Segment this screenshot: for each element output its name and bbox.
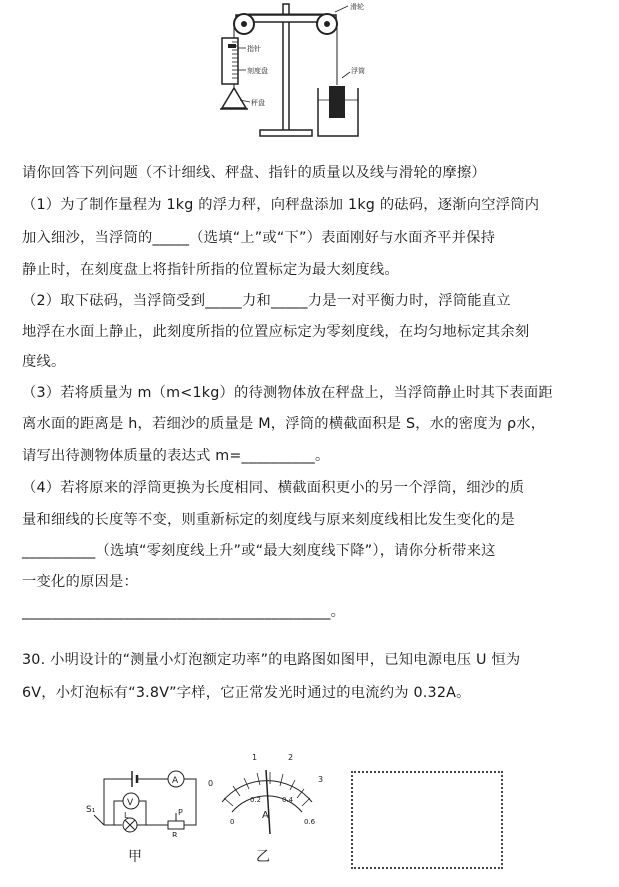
circuit-diagram: [84, 765, 209, 837]
float-tube: [329, 86, 345, 118]
dial-bottom-0: 0: [230, 818, 235, 826]
dial-bottom-02: 0.2: [250, 796, 262, 804]
lamp-label: L: [124, 811, 129, 820]
pointer: [228, 44, 236, 48]
stand-base: [260, 130, 312, 136]
q29-line-13: 一变化的原因是：: [22, 574, 138, 590]
q29-line-1: （1）为了制作量程为 1kg 的浮力秤，向秤盘添加 1kg 的砝码，逐渐向空浮筒内: [22, 197, 540, 213]
q29-line-12: __________（选填“零刻度线上升”或“最大刻度线下降”），请你分析带来这: [22, 543, 496, 559]
dial-unit: A: [262, 810, 269, 821]
stand-pole: [283, 4, 289, 132]
q29-line-11: 量和细线的长度等不变，则重新标定的刻度线与原来刻度线相比发生变化的是: [22, 512, 515, 528]
buoyancy-scale-figure: [200, 0, 440, 148]
q29-line-8: 离水面的距离是 h，若细沙的质量是 M，浮筒的横截面积是 S，水的密度为 ρ水，: [22, 416, 546, 432]
q29-line-10: （4）若将原来的浮筒更换为长度相同、横截面积更小的另一个浮筒，细沙的质: [22, 480, 525, 496]
switch-label: S₁: [86, 805, 96, 815]
label-float-tube: 浮筒: [351, 67, 365, 75]
q29-line-5: 地浮在水面上静止，此刻度所指的位置应标定为零刻度线，在均匀地标定其余刻: [22, 324, 530, 340]
label-pointer: 指针: [247, 45, 261, 53]
label-weighing-pan: 秤盘: [251, 99, 265, 107]
label-pulley: 滑轮: [350, 3, 364, 11]
slider-label: P: [178, 808, 183, 817]
dial-top-3: 3: [318, 775, 324, 784]
weighing-pan: [222, 88, 246, 108]
dial-top-1: 1: [252, 753, 258, 762]
q29-line-4: （2）取下砝码，当浮筒受到_____力和_____力是一对平衡力时，浮筒能直立: [22, 293, 511, 309]
dial-bottom-06: 0.6: [304, 818, 316, 826]
caption-yi: 乙: [256, 849, 270, 865]
q29-line-9: 请写出待测物体质量的表达式 m=__________。: [22, 448, 330, 464]
q30-line-1: 30. 小明设计的“测量小灯泡额定功率”的电路图如图甲，已知电源电压 U 恒为: [22, 652, 521, 668]
answer-box: [351, 771, 503, 869]
q29-line-3: 静止时，在刻度盘上将指针所指的位置标定为最大刻度线。: [22, 262, 399, 278]
dial-top-2: 2: [288, 753, 294, 762]
ammeter-needle: [266, 770, 270, 834]
q29-line-14: __________________________________________。: [22, 604, 346, 620]
label-scale-plate: 刻度盘: [247, 67, 268, 75]
q29-line-2: 加入细沙，当浮筒的_____（选填“上”或“下”）表面刚好与水面齐平并保持: [22, 230, 496, 246]
q30-line-2: 6V，小灯泡标有“3.8V”字样，它正常发光时通过的电流约为 0.32A。: [22, 685, 471, 701]
dial-bottom-04: 0.4: [282, 796, 294, 804]
ammeter-dial: [200, 740, 330, 840]
voltmeter-label: V: [127, 798, 134, 808]
rheostat-label: R: [172, 831, 178, 837]
q29-line-6: 度线。: [22, 354, 66, 370]
q29-line-7: （3）若将质量为 m（m<1kg）的待测物体放在秤盘上，当浮筒静止时其下表面距: [22, 385, 553, 401]
q29-intro: 请你回答下列问题（不计细线、秤盘、指针的质量以及线与滑轮的摩擦）: [22, 165, 486, 181]
ammeter-label: A: [172, 776, 179, 786]
caption-jia: 甲: [128, 849, 142, 865]
dial-top-0: 0: [208, 779, 214, 788]
rheostat-symbol: [168, 821, 184, 829]
